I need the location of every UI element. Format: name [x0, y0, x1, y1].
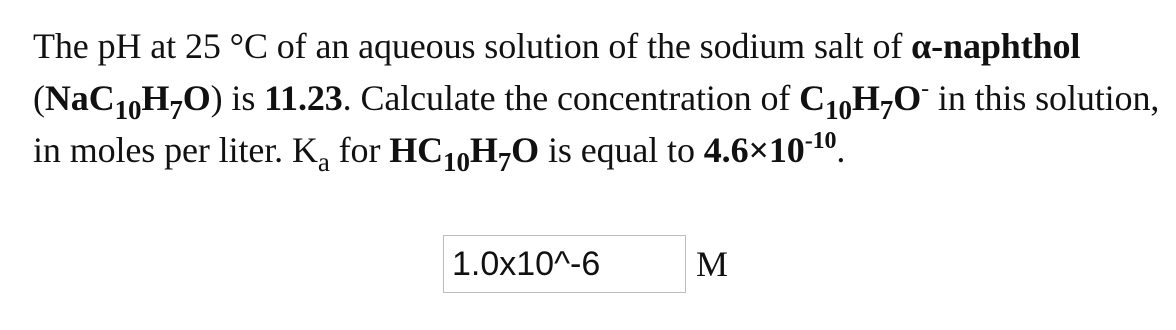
ion-charge: - — [921, 76, 930, 102]
salt-part-b: H — [141, 78, 170, 118]
acid-formula — [389, 130, 540, 177]
ka-value — [704, 130, 837, 170]
ion-subscript-1: 10 — [825, 95, 852, 125]
salt-subscript-2: 7 — [169, 95, 183, 125]
acid-subscript-2: 7 — [497, 147, 512, 177]
salt-part-c: O — [182, 78, 211, 118]
salt-subscript-1: 10 — [114, 95, 142, 125]
acid-subscript-1: 10 — [443, 147, 470, 177]
answer-input[interactable] — [443, 235, 686, 293]
question-intro: The pH at 25 °C of an aqueous solution of the sodium salt of — [33, 26, 912, 66]
ion-part-c: O — [893, 78, 922, 118]
acid-part-b: H — [469, 130, 498, 170]
ka-exponent: -10 — [804, 128, 837, 154]
acid-part-c: O — [511, 130, 540, 170]
calculate-text: . Calculate the concentration of — [342, 78, 800, 118]
equal-text: is equal to — [539, 130, 704, 170]
paren-close-is: ) is — [210, 78, 265, 118]
in-this-text: in this solution, in moles per liter. K — [33, 78, 1160, 170]
ph-value: 11.23 — [264, 78, 343, 118]
ion-subscript-2: 7 — [879, 95, 894, 125]
salt-part-a: NaC — [44, 78, 115, 118]
answer-row — [443, 235, 728, 293]
acid-part-a: HC — [389, 130, 444, 170]
salt-formula — [44, 78, 211, 125]
compound-name: α-naphthol — [911, 26, 1081, 66]
question-text — [33, 20, 1163, 176]
ion-part-a: C — [799, 78, 826, 118]
ka-mantissa: 4.6×10 — [703, 130, 805, 170]
paren-open: ( — [33, 78, 45, 118]
period: . — [836, 130, 846, 170]
for-text: for — [329, 130, 390, 170]
ka-subscript: a — [317, 147, 330, 177]
ion-part-b: H — [851, 78, 880, 118]
unit-label: M — [696, 244, 729, 284]
ion-formula — [799, 78, 922, 125]
